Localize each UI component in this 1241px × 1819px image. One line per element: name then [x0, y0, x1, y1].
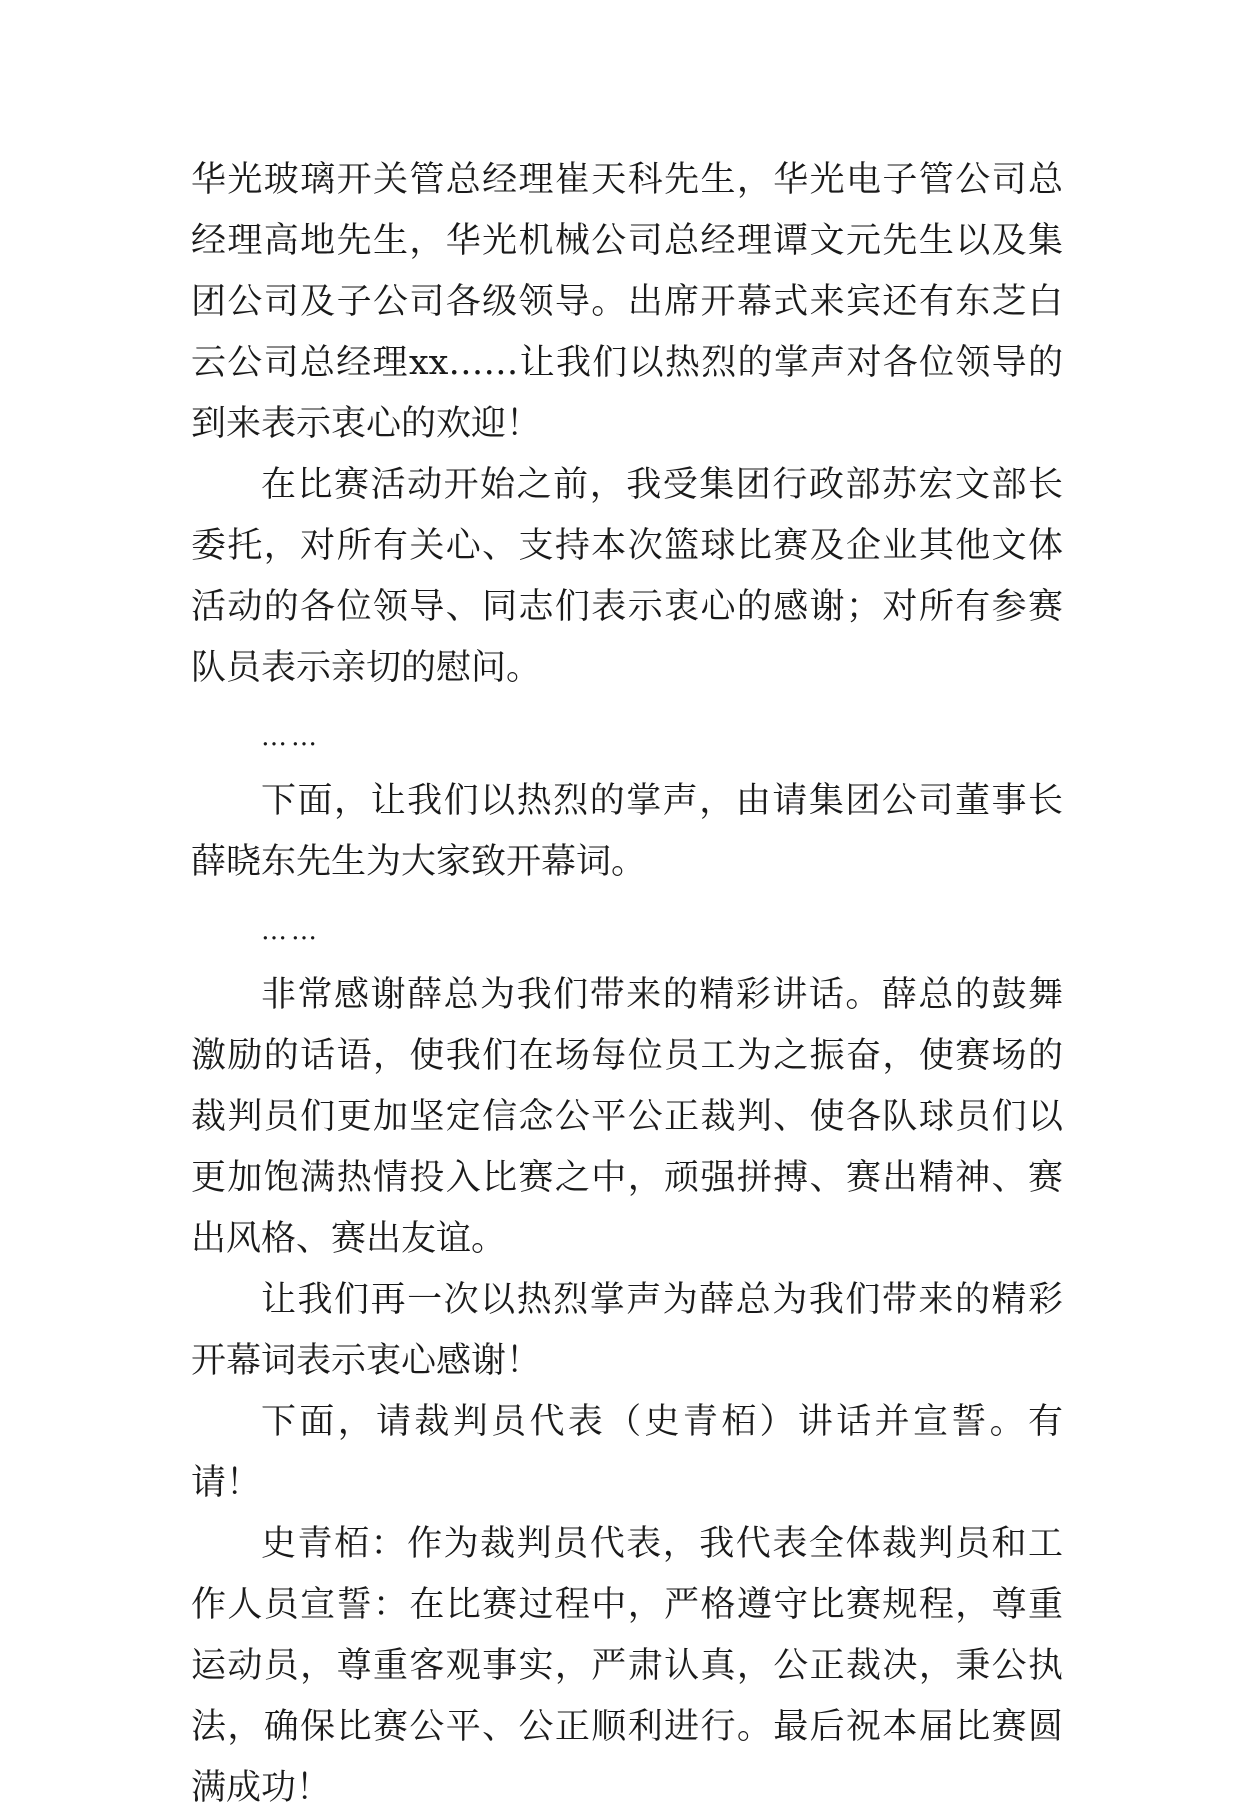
ellipsis-1: ……: [261, 722, 321, 752]
paragraph-thanks: 在比赛活动开始之前，我受集团行政部苏宏文部长委托，对所有关心、支持本次篮球比赛及企业其他文体活动的各位领导、同志们表示衷心的感谢；对所有参赛队员表示亲切的慰问。: [191, 465, 1063, 688]
paragraph-speech-thanks: 非常感谢薛总为我们带来的精彩讲话。薛总的鼓舞激励的话语，使我们在场每位员工为之振奋，使赛场的裁判员们更加坚定信念公平公正裁判、使各队球员们以更加饱满热情投入比赛之中，顽强拼搏、赛出精神、赛出风格、赛出友谊。: [191, 975, 1063, 1259]
paragraph-guest-list: 华光玻璃开关管总经理崔天科先生，华光电子管公司总经理高地先生，华光机械公司总经理谭文元先生以及集团公司及子公司各级领导。出席开幕式来宾还有东芝白云公司总经理xx……让我们以热烈的掌声对各位领导的到来表示衷心的欢迎！: [191, 160, 1063, 444]
paragraph-referee-intro: 下面，请裁判员代表（史青栢）讲话并宣誓。有请！: [191, 1402, 1063, 1503]
paragraph-referee-oath: 史青栢：作为裁判员代表，我代表全体裁判员和工作人员宣誓：在比赛过程中，严格遵守比赛规程，尊重运动员，尊重客观事实，严肃认真，公正裁决，秉公执法，确保比赛公平、公正顺利进行。最后祝本届比赛圆满成功！: [191, 1524, 1063, 1808]
ellipsis-2: ……: [261, 916, 321, 946]
paragraph-invite-chairman: 下面，让我们以热烈的掌声，由请集团公司董事长薛晓东先生为大家致开幕词。: [191, 781, 1063, 882]
paragraph-applause: 让我们再一次以热烈掌声为薛总为我们带来的精彩开幕词表示衷心感谢！: [191, 1280, 1063, 1381]
document-body: [191, 150, 1063, 1819]
